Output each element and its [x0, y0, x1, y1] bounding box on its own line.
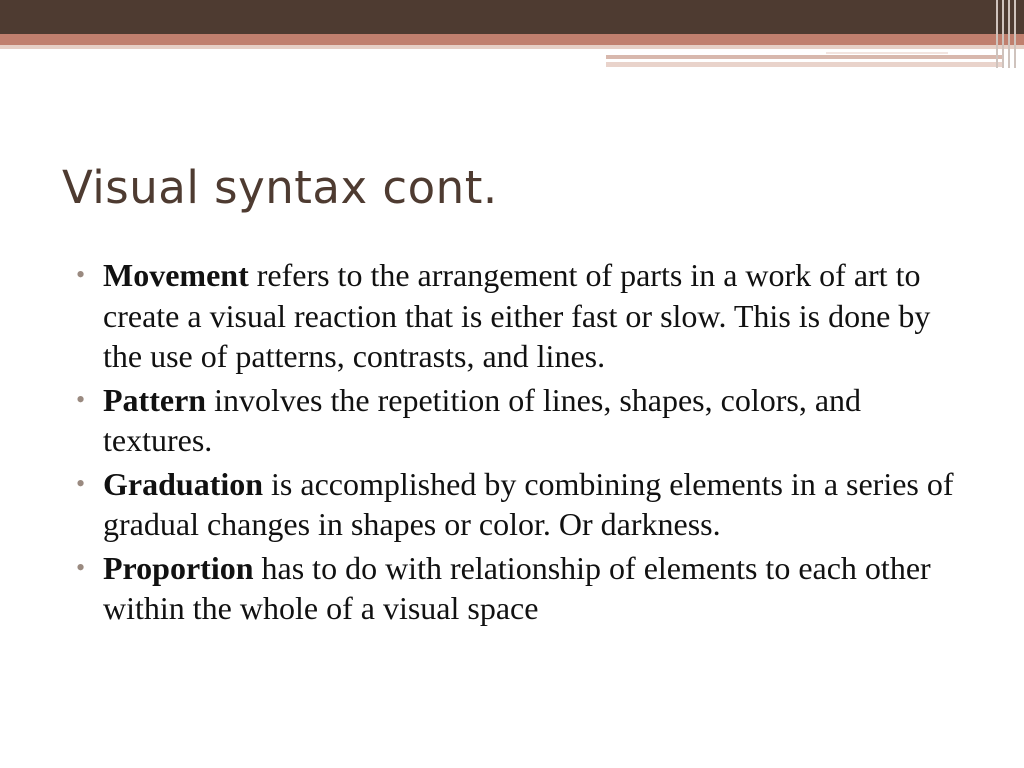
bullet-list: [74, 255, 974, 632]
bullet-item-proportion: [74, 548, 974, 629]
bullet-text: has to do with relationship of elements to each other within the whole of a visual space: [103, 549, 931, 626]
bullet-term: Movement: [103, 257, 249, 293]
bullet-item-pattern: [74, 380, 974, 461]
header-band-accent: [0, 34, 1024, 45]
vertical-line: [1008, 0, 1010, 68]
bullet-item-graduation: [74, 464, 974, 545]
bullet-icon: •: [76, 552, 86, 582]
header-band-light: [0, 45, 1024, 49]
bullet-icon: •: [76, 384, 86, 414]
header-band-dark: [0, 0, 1024, 34]
slide-title: Visual syntax cont.: [62, 161, 498, 214]
header-vertical-lines: [990, 0, 1024, 68]
vertical-line: [996, 0, 998, 68]
bullet-icon: •: [76, 468, 86, 498]
bullet-item-movement: [74, 255, 974, 377]
header-stripe-upper: [606, 55, 1004, 59]
bullet-icon: •: [76, 260, 86, 289]
vertical-line: [1014, 0, 1016, 68]
bullet-term: Proportion: [103, 549, 254, 586]
vertical-line: [1002, 0, 1004, 68]
bullet-text: involves the repetition of lines, shapes, colors, and textures.: [103, 381, 862, 458]
bullet-term: Graduation: [103, 465, 264, 502]
bullet-text: refers to the arrangement of parts in a work of art to create a visual reaction that is either fast or slow. This is done by the use of patterns, contrasts, and lines.: [103, 257, 931, 374]
bullet-term: Pattern: [103, 381, 207, 418]
header-stripe-lower: [606, 62, 1004, 67]
bullet-text: is accomplished by combining elements in a series of gradual changes in shapes or color. Or darkness.: [103, 465, 954, 542]
header-stripe-thin: [826, 52, 948, 54]
